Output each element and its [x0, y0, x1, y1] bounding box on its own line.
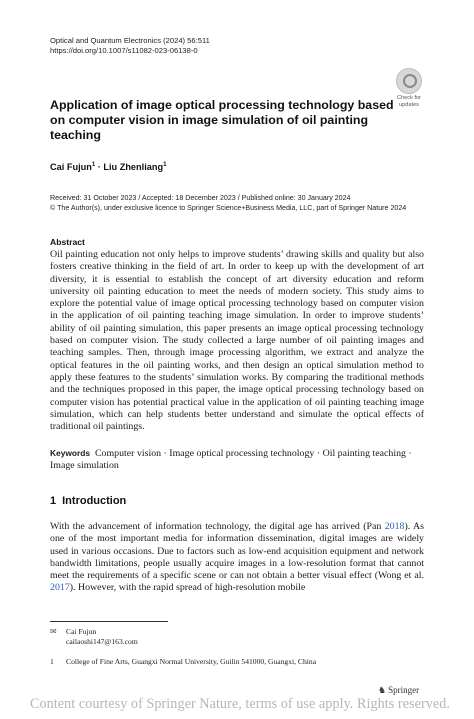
citation-link[interactable]: 2017 [50, 582, 70, 594]
section-heading [50, 495, 126, 507]
publisher-logo [378, 685, 419, 696]
affiliation-number: 1 [50, 657, 54, 666]
author-list [50, 162, 166, 172]
affiliation-marker: 1 [163, 162, 167, 168]
citation-link[interactable]: 2018 [384, 521, 405, 532]
author-name[interactable]: Cai Fujun [50, 162, 92, 173]
journal-citation: Optical and Quantum Electronics (2024) 56:511 [50, 36, 210, 45]
section-title: Introduction [62, 495, 127, 507]
check-for-updates-icon [396, 68, 422, 94]
email-link[interactable]: cailaoshi147@163.com [66, 637, 138, 646]
envelope-icon: ✉ [50, 627, 57, 636]
courtesy-watermark: Content courtesy of Springer Nature, terms of use apply. Rights reserved. [30, 696, 450, 712]
keywords-label: Keywords [50, 448, 91, 458]
introduction-paragraph [50, 521, 424, 595]
author-name[interactable]: Liu Zhenliang [103, 162, 164, 173]
article-title: Application of image optical processing technology based on computer vision in image simulation of oil painting teaching [50, 98, 394, 143]
footnote-divider [50, 621, 168, 622]
abstract-body: Oil painting education not only helps to improve students’ drawing skills and quality but also fosters creative thinking in the field of art. In order to keep up with the development of art diversity, it is essential to establish the concept of art diversity education and reform university oil painting education to meet the needs of modern society. This study aims to explore the potential value of image optical processing technology based on computer vision in the application of oil painting teaching image simulation. In order to improve students’ ability of oil painting simulation, this paper presents an image optical processing technology based on computer vision. The study collected a large number of oil painting images and teaching samples. Then, through image processing algorithm, we extract and analyze the optical features in the oil painting works, and then design an optical simulation method to apply these features to the students’ simulation works. By comparing the traditional methods and the techniques proposed in this paper, the image optical processing technology based on computer vision has potential practical value in the application of oil painting teaching image simulation, which can help students better understand and simulate the optical effects of traditional oil paintings. [50, 249, 424, 433]
doi-link[interactable]: https://doi.org/10.1007/s11082-023-06138-0 [50, 46, 198, 55]
affiliation-marker: 1 [91, 162, 96, 168]
check-for-updates-badge[interactable] [393, 68, 425, 108]
publication-history [50, 193, 406, 213]
affiliation-footnote [50, 657, 316, 666]
paragraph-text: ). As one of the most important media for information dissemination, digital images are widely used in various occasions. Due to factors such as low-end acquisition equipment and network bandwidth limitations, people usually acquire images in a low-resolution format that cannot meet the requirements of a specific scene or can not obtain a better visual effect (Wong et al. [50, 521, 425, 582]
publication-dates: Received: 31 October 2023 / Accepted: 18 December 2023 / Published online: 30 January 2024 [50, 194, 351, 202]
springer-horse-icon: ♞ [378, 686, 387, 696]
paragraph-text: With the advancement of information technology, the digital age has arrived (Pan [50, 521, 385, 532]
abstract-heading: Abstract [50, 237, 85, 247]
publisher-name: Springer [388, 685, 420, 695]
paragraph-text: ). However, with the rapid spread of high-resolution mobile [69, 582, 306, 594]
keywords-list: Computer vision · Image optical processing technology · Oil painting teaching · Image simulation [50, 448, 412, 472]
copyright-line: © The Author(s), under exclusive licence to Springer Science+Business Media, LLC, part of Springer Nature 2024 [50, 204, 407, 212]
badge-label-1: Check for [397, 95, 421, 101]
corresponding-author: Cai Fujun [66, 627, 97, 636]
badge-label-2: updates [399, 102, 419, 108]
author-separator: · [95, 162, 104, 173]
journal-header [50, 36, 210, 56]
affiliation-text: College of Fine Arts, Guangxi Normal University, Guilin 541000, Guangxi, China [66, 657, 317, 666]
keywords [50, 447, 424, 473]
section-number: 1 [50, 495, 57, 507]
